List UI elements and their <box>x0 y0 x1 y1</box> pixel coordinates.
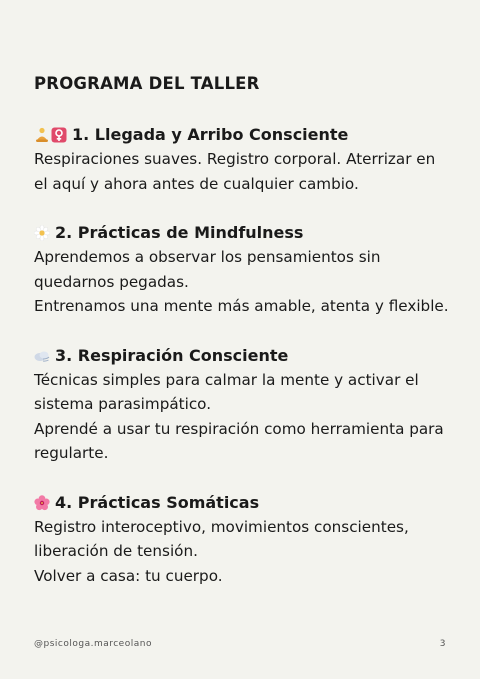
section-text-line: Aprendé a usar tu respiración como herramienta para <box>34 419 444 438</box>
daisy-flower-icon <box>34 225 50 241</box>
section-title: 2. Prácticas de Mindfulness <box>55 223 304 242</box>
section-text-line: sistema parasimpático. <box>34 395 212 413</box>
section-llegada <box>34 123 464 196</box>
section-text-line: Entrenamos una mente más amable, atenta y flexible. <box>34 297 449 315</box>
section-title: 3. Respiración Consciente <box>55 345 289 365</box>
section-text-line: Registro interoceptivo, movimientos conscientes, <box>34 517 409 536</box>
section-text-line: Técnicas simples para calmar la mente y activar el <box>34 370 419 389</box>
section-title-row <box>34 344 464 368</box>
female-sign-icon <box>51 127 67 143</box>
section-text-line: el aquí y ahora antes de cualquier cambio. <box>34 174 359 193</box>
section-text-line: Aprendemos a observar los pensamientos sin <box>34 248 381 266</box>
section-text-line: Respiraciones suaves. Registro corporal. Aterrizar en <box>34 150 436 168</box>
wind-face-icon <box>34 348 50 364</box>
section-somaticas <box>34 491 464 589</box>
section-title-row <box>34 221 464 245</box>
section-text-line: liberación de tensión. <box>34 542 198 560</box>
section-title: 1. Llegada y Arribo Consciente <box>72 125 349 144</box>
author-handle: @psicologa.marceolano <box>34 639 152 649</box>
section-text-line: Volver a casa: tu cuerpo. <box>34 566 223 585</box>
section-text-line: quedarnos pegadas. <box>34 272 189 291</box>
section-mindfulness <box>34 221 464 319</box>
page-content <box>34 72 464 613</box>
section-title-row <box>34 123 464 147</box>
person-meditating-icon <box>34 127 50 143</box>
section-respiracion <box>34 344 464 466</box>
section-title: 4. Prácticas Somáticas <box>55 492 260 512</box>
page-number: 3 <box>439 639 446 649</box>
page-heading: PROGRAMA DEL TALLER <box>34 74 260 93</box>
section-title-row <box>34 491 464 515</box>
hibiscus-flower-icon <box>34 495 50 511</box>
section-text-line: regularte. <box>34 444 109 462</box>
page-footer <box>34 639 446 649</box>
